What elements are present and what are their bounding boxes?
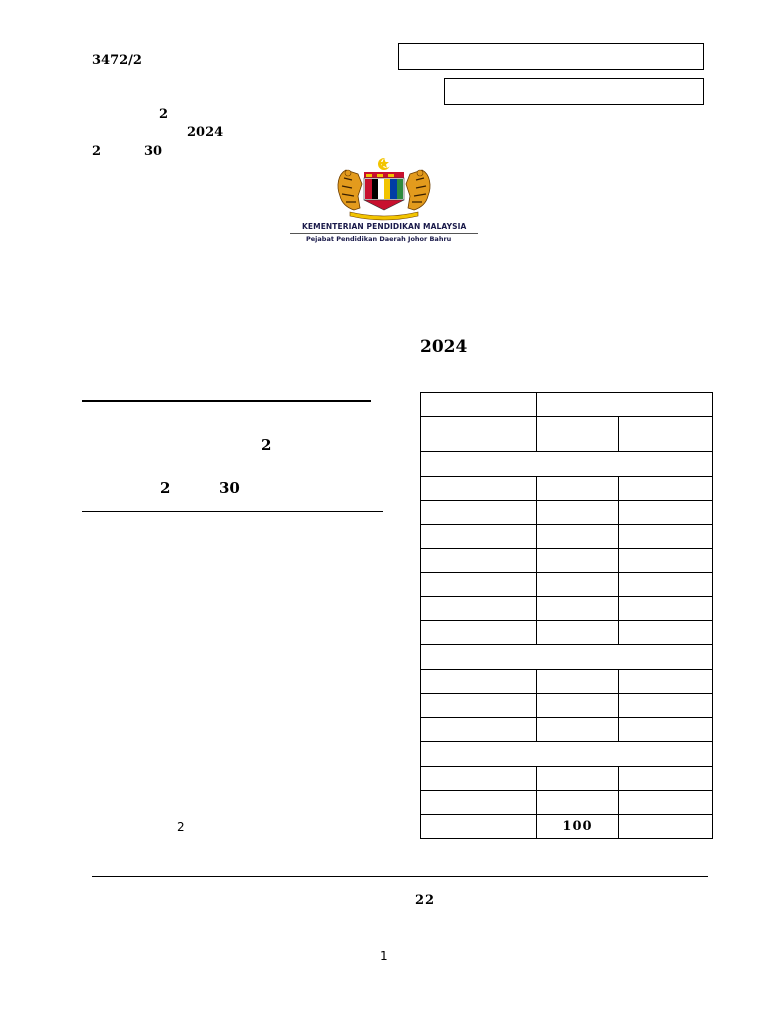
table-row (421, 718, 713, 742)
coat-of-arms-icon (288, 156, 480, 222)
page-number: 1 (380, 949, 388, 963)
table-row (421, 670, 713, 694)
paper-number: 2 (159, 107, 169, 122)
table-row (421, 501, 713, 525)
table-row (421, 549, 713, 573)
table-section-row (421, 452, 713, 477)
ministry-logo (288, 156, 480, 248)
name-box[interactable] (398, 43, 704, 70)
logo-divider (290, 233, 478, 234)
left-duration-hours: 2 (160, 479, 171, 497)
table-section-row (421, 645, 713, 670)
table-row (421, 525, 713, 549)
table-cell (537, 393, 713, 417)
table-row (421, 791, 713, 815)
duration-hours: 2 (92, 144, 102, 159)
footnote-number: 2 (177, 820, 185, 834)
duration-minutes: 30 (144, 144, 163, 159)
table-row (421, 573, 713, 597)
marks-table (420, 392, 713, 839)
table-cell (421, 417, 537, 452)
table-row (421, 694, 713, 718)
table-cell (421, 815, 537, 839)
table-row (421, 621, 713, 645)
exam-year: 2024 (420, 337, 468, 357)
footer-rule (92, 876, 708, 877)
page-count: 22 (415, 893, 436, 908)
table-total-row (421, 815, 713, 839)
table-section-row (421, 742, 713, 767)
table-header-row (421, 393, 713, 417)
table-row (421, 767, 713, 791)
paper-code: 3472/2 (92, 53, 142, 68)
class-box[interactable] (444, 78, 704, 105)
header-year: 2024 (187, 125, 224, 140)
table-cell (421, 393, 537, 417)
total-marks: 100 (537, 815, 619, 839)
table-subheader-row (421, 417, 713, 452)
table-cell (421, 742, 713, 767)
table-cell (421, 645, 713, 670)
left-block-top-rule (82, 400, 371, 402)
table-cell (619, 417, 713, 452)
table-cell (619, 815, 713, 839)
table-cell (537, 417, 619, 452)
left-paper-number: 2 (261, 436, 272, 454)
left-block-bottom-rule (82, 511, 383, 512)
table-cell (421, 452, 713, 477)
table-row (421, 597, 713, 621)
table-row (421, 477, 713, 501)
district-office-name: Pejabat Pendidikan Daerah Johor Bahru (306, 235, 452, 243)
ministry-name: KEMENTERIAN PENDIDIKAN MALAYSIA (302, 222, 467, 231)
left-duration-minutes: 30 (219, 479, 240, 497)
